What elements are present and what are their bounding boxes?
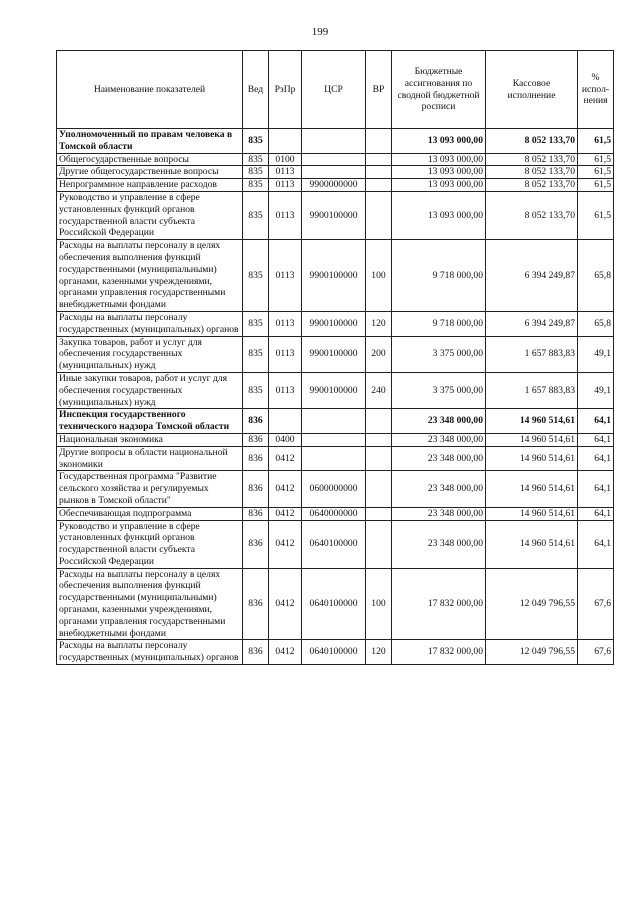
row-csr — [302, 446, 366, 471]
row-cash: 1 657 883,83 — [486, 372, 578, 408]
row-rzpr: 0412 — [269, 471, 302, 507]
row-cash: 14 960 514,61 — [486, 433, 578, 446]
row-name: Расходы на выплаты персоналу государственных (муниципальных) органов — [57, 640, 243, 665]
row-rzpr: 0412 — [269, 520, 302, 568]
row-csr: 0640100000 — [302, 520, 366, 568]
row-name: Расходы на выплаты персоналу государственных (муниципальных) органов — [57, 311, 243, 336]
row-ved: 835 — [243, 191, 269, 239]
row-ved: 835 — [243, 179, 269, 192]
row-ved: 835 — [243, 311, 269, 336]
row-name: Непрограммное направление расходов — [57, 179, 243, 192]
row-vr — [366, 166, 392, 179]
row-cash: 1 657 883,83 — [486, 336, 578, 372]
table-row — [57, 153, 614, 166]
header-percent: % испол-нения — [578, 51, 614, 129]
row-rzpr: 0113 — [269, 240, 302, 312]
row-budget: 23 348 000,00 — [392, 409, 486, 434]
row-vr — [366, 471, 392, 507]
row-rzpr: 0113 — [269, 166, 302, 179]
row-rzpr: 0113 — [269, 191, 302, 239]
row-percent: 65,8 — [578, 240, 614, 312]
row-cash: 12 049 796,55 — [486, 640, 578, 665]
row-vr — [366, 409, 392, 434]
row-budget: 23 348 000,00 — [392, 433, 486, 446]
row-name: Закупка товаров, работ и услуг для обеспечения государственных (муниципальных) нужд — [57, 336, 243, 372]
row-vr — [366, 179, 392, 192]
row-rzpr: 0412 — [269, 446, 302, 471]
row-budget: 23 348 000,00 — [392, 520, 486, 568]
row-rzpr: 0113 — [269, 336, 302, 372]
table-row — [57, 568, 614, 640]
row-csr: 0640100000 — [302, 568, 366, 640]
row-cash: 6 394 249,87 — [486, 311, 578, 336]
row-vr — [366, 129, 392, 154]
row-percent: 64,1 — [578, 433, 614, 446]
row-vr — [366, 446, 392, 471]
table-row — [57, 372, 614, 408]
row-ved: 835 — [243, 129, 269, 154]
row-budget: 23 348 000,00 — [392, 446, 486, 471]
table-row — [57, 520, 614, 568]
row-vr — [366, 433, 392, 446]
row-csr — [302, 409, 366, 434]
row-csr — [302, 153, 366, 166]
row-rzpr: 0113 — [269, 311, 302, 336]
row-cash: 14 960 514,61 — [486, 446, 578, 471]
header-row — [57, 51, 614, 129]
row-name: Руководство и управление в сфере установленных функций органов государственной власти субъекта Российской Федерации — [57, 191, 243, 239]
row-vr: 120 — [366, 311, 392, 336]
row-rzpr — [269, 129, 302, 154]
header-name: Наименование показателей — [57, 51, 243, 129]
row-cash: 8 052 133,70 — [486, 166, 578, 179]
row-ved: 836 — [243, 433, 269, 446]
row-name: Руководство и управление в сфере установленных функций органов государственной власти субъекта Российской Федерации — [57, 520, 243, 568]
header-ved: Вед — [243, 51, 269, 129]
table-row — [57, 336, 614, 372]
row-budget: 13 093 000,00 — [392, 191, 486, 239]
table-row — [57, 471, 614, 507]
row-cash: 14 960 514,61 — [486, 507, 578, 520]
row-budget: 17 832 000,00 — [392, 568, 486, 640]
row-budget: 23 348 000,00 — [392, 471, 486, 507]
row-ved: 836 — [243, 568, 269, 640]
row-cash: 8 052 133,70 — [486, 153, 578, 166]
row-cash: 14 960 514,61 — [486, 409, 578, 434]
table-row — [57, 507, 614, 520]
row-csr: 9900100000 — [302, 240, 366, 312]
row-ved: 835 — [243, 240, 269, 312]
row-csr — [302, 433, 366, 446]
header-rzpr: РзПр — [269, 51, 302, 129]
row-csr: 9900100000 — [302, 372, 366, 408]
row-vr: 100 — [366, 568, 392, 640]
row-percent: 49,1 — [578, 336, 614, 372]
table-row — [57, 311, 614, 336]
row-rzpr — [269, 409, 302, 434]
table-row — [57, 166, 614, 179]
row-csr: 9900100000 — [302, 191, 366, 239]
row-cash: 12 049 796,55 — [486, 568, 578, 640]
row-vr — [366, 507, 392, 520]
row-cash: 14 960 514,61 — [486, 520, 578, 568]
row-vr — [366, 191, 392, 239]
row-budget: 9 718 000,00 — [392, 240, 486, 312]
table-row — [57, 640, 614, 665]
row-vr — [366, 153, 392, 166]
row-budget: 3 375 000,00 — [392, 372, 486, 408]
row-ved: 835 — [243, 166, 269, 179]
row-name: Уполномоченный по правам человека в Томской области — [57, 129, 243, 154]
row-ved: 836 — [243, 507, 269, 520]
row-cash: 14 960 514,61 — [486, 471, 578, 507]
row-ved: 836 — [243, 640, 269, 665]
row-rzpr: 0412 — [269, 568, 302, 640]
row-percent: 65,8 — [578, 311, 614, 336]
row-name: Расходы на выплаты персоналу в целях обеспечения выполнения функций государственными (муниципальными) органами, казенными учреждениями, органами управления государственными внебюджетными фондами — [57, 240, 243, 312]
row-budget: 9 718 000,00 — [392, 311, 486, 336]
row-csr — [302, 129, 366, 154]
row-name: Общегосударственные вопросы — [57, 153, 243, 166]
budget-table — [56, 50, 614, 665]
row-rzpr: 0100 — [269, 153, 302, 166]
row-ved: 836 — [243, 520, 269, 568]
row-name: Расходы на выплаты персоналу в целях обеспечения выполнения функций государственными (муниципальными) органами, казенными учреждениями, органами управления государственными внебюджетными фондами — [57, 568, 243, 640]
row-budget: 13 093 000,00 — [392, 129, 486, 154]
page-number: 199 — [311, 26, 329, 38]
row-vr — [366, 520, 392, 568]
row-percent: 67,6 — [578, 640, 614, 665]
table-row — [57, 129, 614, 154]
row-csr: 9900100000 — [302, 311, 366, 336]
row-ved: 835 — [243, 372, 269, 408]
row-vr: 120 — [366, 640, 392, 665]
row-percent: 64,1 — [578, 409, 614, 434]
row-percent: 64,1 — [578, 520, 614, 568]
row-rzpr: 0113 — [269, 372, 302, 408]
row-name: Другие общегосударственные вопросы — [57, 166, 243, 179]
row-budget: 13 093 000,00 — [392, 166, 486, 179]
row-ved: 836 — [243, 471, 269, 507]
row-ved: 835 — [243, 336, 269, 372]
row-csr: 0640100000 — [302, 640, 366, 665]
row-csr — [302, 166, 366, 179]
row-vr: 200 — [366, 336, 392, 372]
row-percent: 67,6 — [578, 568, 614, 640]
header-cash: Кассовое исполнение — [486, 51, 578, 129]
table-row — [57, 409, 614, 434]
row-percent: 61,5 — [578, 153, 614, 166]
row-percent: 61,5 — [578, 129, 614, 154]
row-rzpr: 0412 — [269, 507, 302, 520]
table-row — [57, 240, 614, 312]
header-csr: ЦСР — [302, 51, 366, 129]
row-vr: 240 — [366, 372, 392, 408]
row-budget: 17 832 000,00 — [392, 640, 486, 665]
table-row — [57, 191, 614, 239]
header-vr: ВР — [366, 51, 392, 129]
row-budget: 3 375 000,00 — [392, 336, 486, 372]
table-row — [57, 446, 614, 471]
row-percent: 64,1 — [578, 471, 614, 507]
row-budget: 13 093 000,00 — [392, 153, 486, 166]
row-rzpr: 0400 — [269, 433, 302, 446]
row-name: Инспекция государственного технического надзора Томской области — [57, 409, 243, 434]
row-cash: 6 394 249,87 — [486, 240, 578, 312]
row-budget: 13 093 000,00 — [392, 179, 486, 192]
row-percent: 61,5 — [578, 166, 614, 179]
row-cash: 8 052 133,70 — [486, 179, 578, 192]
row-budget: 23 348 000,00 — [392, 507, 486, 520]
row-cash: 8 052 133,70 — [486, 191, 578, 239]
row-vr: 100 — [366, 240, 392, 312]
row-rzpr: 0412 — [269, 640, 302, 665]
row-ved: 836 — [243, 409, 269, 434]
row-ved: 836 — [243, 446, 269, 471]
row-percent: 61,5 — [578, 191, 614, 239]
row-percent: 49,1 — [578, 372, 614, 408]
row-name: Иные закупки товаров, работ и услуг для обеспечения государственных (муниципальных) нужд — [57, 372, 243, 408]
row-percent: 64,1 — [578, 446, 614, 471]
row-csr: 0600000000 — [302, 471, 366, 507]
row-name: Национальная экономика — [57, 433, 243, 446]
row-name: Другие вопросы в области национальной экономики — [57, 446, 243, 471]
row-percent: 64,1 — [578, 507, 614, 520]
row-percent: 61,5 — [578, 179, 614, 192]
row-name: Обеспечивающая подпрограмма — [57, 507, 243, 520]
row-rzpr: 0113 — [269, 179, 302, 192]
row-cash: 8 052 133,70 — [486, 129, 578, 154]
table-row — [57, 433, 614, 446]
row-csr: 9900100000 — [302, 336, 366, 372]
row-csr: 9900000000 — [302, 179, 366, 192]
table-row — [57, 179, 614, 192]
row-csr: 0640000000 — [302, 507, 366, 520]
header-budget: Бюджетные ассигнования по сводной бюджетной росписи — [392, 51, 486, 129]
row-ved: 835 — [243, 153, 269, 166]
row-name: Государственная программа "Развитие сельского хозяйства и регулируемых рынков в Томской области" — [57, 471, 243, 507]
